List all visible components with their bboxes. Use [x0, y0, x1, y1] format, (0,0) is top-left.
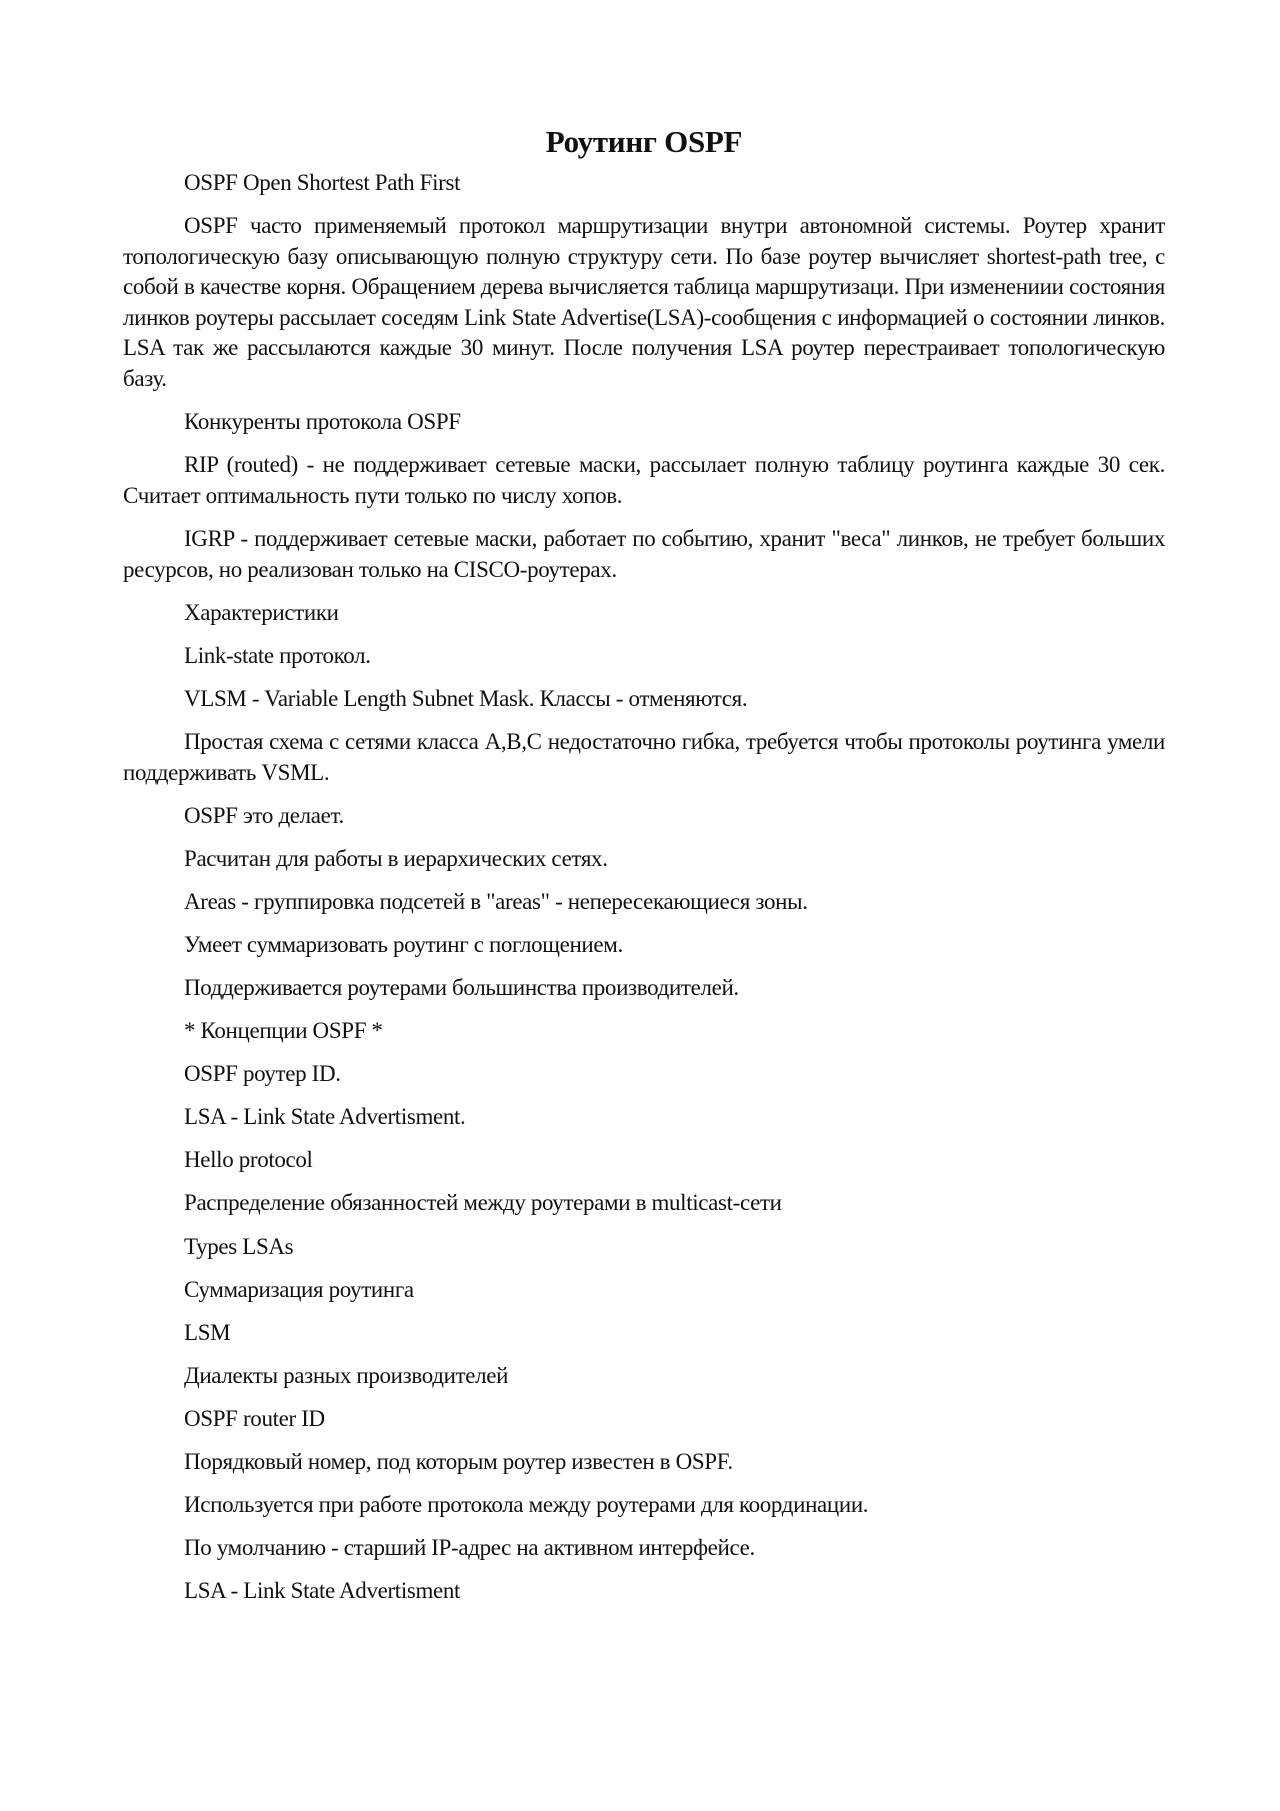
- paragraph-simple-scheme: Простая схема с сетями класса A,B,C недостаточно гибка, требуется чтобы протоколы роутинга умели поддерживать VSML.: [123, 728, 1165, 785]
- paragraph-summarization: Суммаризация роутинга: [184, 1276, 414, 1302]
- paragraph-link-state: Link-state протокол.: [184, 642, 371, 668]
- paragraph-lsa-heading: LSA - Link State Advertisment: [184, 1578, 461, 1604]
- paragraph-default-ip: По умолчанию - старший IP-адрес на активном интерфейсе.: [184, 1535, 755, 1561]
- paragraph-coordination: Используется при работе протокола между роутерами для координации.: [184, 1492, 869, 1518]
- paragraph-types-lsas: Types LSAs: [184, 1233, 294, 1259]
- paragraph-ospf-does: OSPF это делает.: [184, 802, 344, 828]
- paragraph-dialects: Диалекты разных производителей: [184, 1362, 509, 1388]
- document-page: [123, 122, 1165, 1619]
- paragraph-vlsm: VLSM - Variable Length Subnet Mask. Классы - отменяются.: [184, 685, 748, 711]
- paragraph-intro: OSPF часто применяемый протокол маршрутизации внутри автономной системы. Роутер хранит топологическую базу описывающую полную структуру сети. По базе роутер вычисляет shortest-path tree, с собой в качестве корня. Обращением дерева вычисляется таблица маршрутизаци. При изменениии состояния линков роутеры рассылает соседям Link State Advertise(LSA)-сообщения с информацией о состоянии линков. LSA так же рассылаются каждые 30 минут. После получения LSA роутер перестраивает топологическую базу.: [123, 213, 1165, 392]
- paragraph-competitors-heading: Конкуренты протокола OSPF: [184, 409, 461, 435]
- paragraph-characteristics-heading: Характеристики: [184, 599, 339, 625]
- paragraph-router-id: OSPF роутер ID.: [184, 1061, 341, 1087]
- paragraph-router-id-heading: OSPF router ID: [184, 1405, 325, 1431]
- paragraph-subtitle: OSPF Open Shortest Path First: [184, 170, 461, 195]
- paragraph-concepts-heading: * Концепции OSPF *: [184, 1018, 383, 1044]
- paragraph-multicast: Распределение обязанностей между роутерами в multicast-сети: [184, 1190, 782, 1216]
- paragraph-igrp: IGRP - поддерживает сетевые маски, работает по событию, хранит "веса" линков, не требует больших ресурсов, но реализован только на CISCO-роутерах.: [123, 525, 1165, 582]
- paragraph-rip: RIP (routed) - не поддерживает сетевые маски, рассылает полную таблицу роутинга каждые 30 сек. Считает оптимальность пути только по числу хопов.: [123, 452, 1165, 508]
- paragraph-lsa: LSA - Link State Advertisment.: [184, 1104, 466, 1130]
- paragraph-sequence-number: Порядковый номер, под которым роутер известен в OSPF.: [184, 1449, 733, 1474]
- paragraph-hello: Hello protocol: [184, 1147, 313, 1173]
- document-title: Роутинг OSPF: [545, 124, 743, 159]
- paragraph-hierarchical: Расчитан для работы в иерархических сетях.: [184, 845, 608, 871]
- paragraph-vendors: Поддерживается роутерами большинства производителей.: [184, 974, 739, 1000]
- paragraph-summarize: Умеет суммаризовать роутинг с поглощением.: [184, 931, 623, 957]
- paragraph-areas: Areas - группировка подсетей в "areas" - непересекающиеся зоны.: [184, 888, 808, 914]
- paragraph-lsm: LSM: [184, 1319, 231, 1345]
